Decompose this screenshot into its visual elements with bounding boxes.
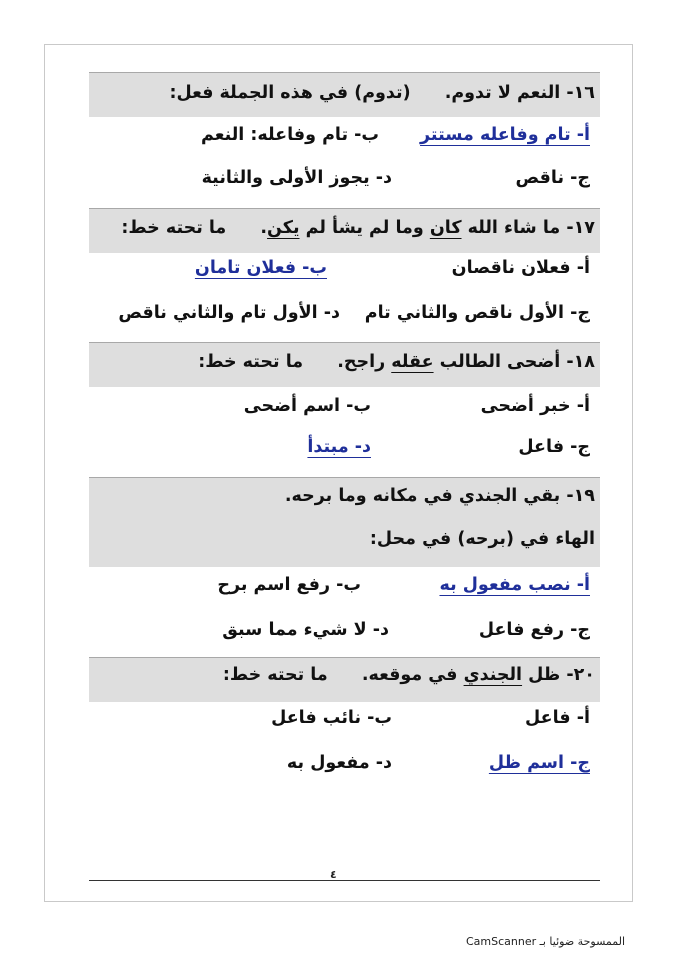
option-c: ج- فاعل bbox=[518, 437, 590, 457]
option-c: ج- الأول ناقص والثاني تام bbox=[364, 303, 590, 323]
scanner-watermark: الممسوحة ضوئيا بـ CamScanner bbox=[466, 935, 626, 948]
question-stem: . bbox=[260, 218, 268, 238]
question-target: ما تحته خط: bbox=[198, 352, 304, 372]
option-d: د- مفعول به bbox=[286, 753, 392, 773]
option-c: ج- رفع فاعل bbox=[478, 620, 590, 640]
option-a-correct: أ- تام وفاعله مستتر bbox=[420, 125, 590, 145]
question-18 bbox=[198, 352, 595, 372]
option-b: ب- تام وفاعله: النعم bbox=[200, 125, 379, 145]
option-c: ج- ناقص bbox=[515, 168, 590, 188]
question-target: ما تحته خط: bbox=[222, 665, 328, 685]
question-number: ١٦- bbox=[566, 83, 595, 103]
underlined-word: عقله bbox=[391, 352, 434, 372]
option-b: ب- نائب فاعل bbox=[271, 708, 392, 728]
question-stem: ظل bbox=[522, 665, 561, 685]
question-stem: وما لم يشأ لم bbox=[299, 218, 430, 238]
question-number: ١٨- bbox=[566, 352, 595, 372]
question-16 bbox=[169, 83, 595, 103]
question-17 bbox=[121, 218, 595, 238]
option-a: أ- خبر أضحى bbox=[480, 396, 590, 416]
option-a-correct: أ- نصب مفعول به bbox=[439, 575, 590, 595]
question-target: ما تحته خط: bbox=[121, 218, 227, 238]
option-b: ب- اسم أضحى bbox=[243, 396, 371, 416]
question-19 bbox=[285, 486, 595, 506]
question-target: (تدوم) في هذه الجملة فعل: bbox=[169, 83, 411, 103]
page-number: ٤ bbox=[330, 868, 337, 881]
underlined-word: الجندي bbox=[463, 665, 523, 685]
option-b-correct: ب- فعلان تامان bbox=[194, 258, 327, 278]
question-number: ١٧- bbox=[566, 218, 595, 238]
option-a: أ- فاعل bbox=[525, 708, 590, 728]
question-19-line2: الهاء في (برحه) في محل: bbox=[369, 529, 595, 549]
underlined-word: يكن bbox=[267, 218, 300, 238]
question-stem: راجح. bbox=[337, 352, 392, 372]
question-stem: النعم لا تدوم. bbox=[444, 83, 561, 103]
question-stem: أضحى الطالب bbox=[433, 352, 561, 372]
option-d-correct: د- مبتدأ bbox=[307, 437, 371, 457]
question-20 bbox=[223, 665, 595, 685]
question-stem: بقي الجندي في مكانه وما برحه. bbox=[284, 486, 561, 506]
footer-divider bbox=[89, 880, 600, 881]
underlined-word: كان bbox=[429, 218, 462, 238]
option-b: ب- رفع اسم برح bbox=[217, 575, 361, 595]
option-c-correct: ج- اسم ظل bbox=[488, 753, 590, 773]
question-number: ٢٠- bbox=[566, 665, 595, 685]
option-d: د- الأول تام والثاني ناقص bbox=[118, 303, 340, 323]
option-d: د- لا شيء مما سبق bbox=[222, 620, 389, 640]
option-d: د- يجوز الأولى والثانية bbox=[201, 168, 392, 188]
question-number: ١٩- bbox=[566, 486, 595, 506]
question-stem: في موقعه. bbox=[361, 665, 464, 685]
option-a: أ- فعلان ناقصان bbox=[451, 258, 590, 278]
question-stem: ما شاء الله bbox=[461, 218, 561, 238]
